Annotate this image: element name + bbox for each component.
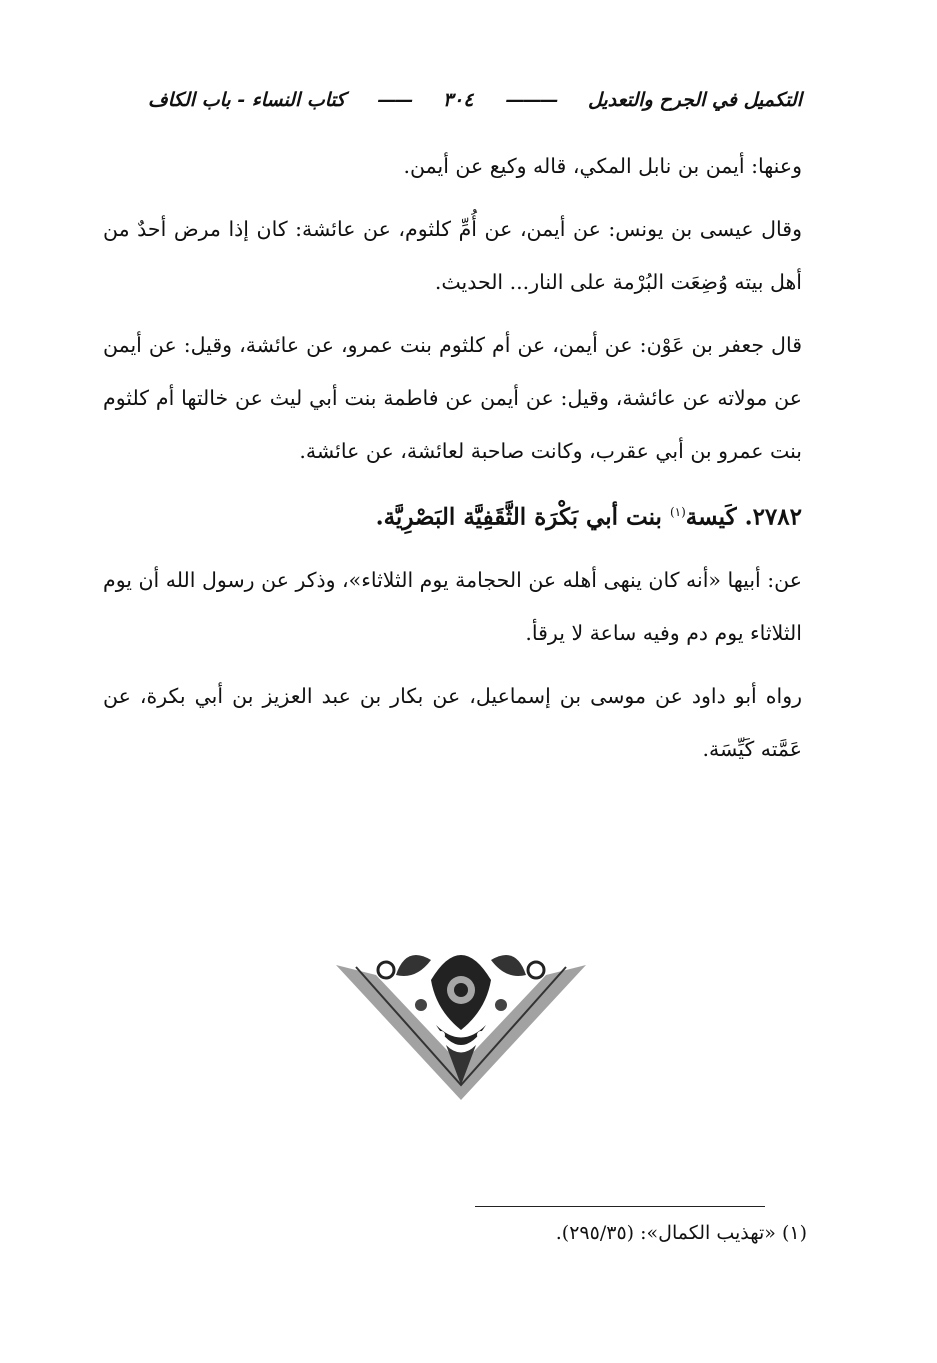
paragraph: وقال عيسى بن يونس: عن أيمن، عن أُمِّ كلثوم، عن عائشة: كان إذا مرض أحدٌ من أهل بيته وُضِعَت البُرْمة على النار... الحديث. — [103, 217, 802, 294]
paragraph: رواه أبو داود عن موسى بن إسماعيل، عن بكار بن عبد العزيز بن أبي بكرة، عن عَمَّته كَيِّسَة. — [103, 683, 802, 761]
header-chapter: كتاب النساء - باب الكاف — [148, 89, 346, 111]
footnote-divider — [475, 1206, 765, 1207]
main-text — [103, 140, 802, 776]
decorative-ornament-icon — [336, 935, 586, 1100]
running-header — [148, 80, 802, 120]
footnote: (١) «تهذيب الكمال»: (٢٩٥/٣٥). — [555, 1222, 807, 1244]
paragraph: قال جعفر بن عَوْن: عن أيمن، عن أم كلثوم بنت عمرو، عن عائشة، وقيل: عن أيمن عن مولاته عن عائشة، وقيل: عن أيمن عن فاطمة بنت أبي ليث عن خالتها أم كلثوم بنت عمرو بن أبي عقرب، وكانت صاحبة لعائشة، عن عائشة. — [103, 333, 802, 463]
page-number: ٣٠٤ — [442, 89, 474, 111]
entry-name: كَيسة — [685, 503, 737, 531]
entry-number: ٢٧٨٢. — [744, 503, 802, 531]
paragraph: عن: أبيها «أنه كان ينهى أهله عن الحجامة يوم الثلاثاء»، وذكر عن رسول الله أن يوم الثلاثاء يوم دم وفيه ساعة لا يرقأ. — [103, 567, 802, 645]
footnote-ref: (١) — [669, 505, 686, 519]
header-book-title: التكميل في الجرح والتعديل — [587, 89, 802, 111]
paragraph: وعنها: أيمن بن نابل المكي، قاله وكيع عن أيمن. — [403, 154, 802, 178]
entry-lineage: بنت أبي بَكْرَة الثَّقَفِيَّة البَصْرِيَّة. — [375, 503, 662, 531]
entry-heading — [103, 486, 802, 544]
header-dash: ——— — [505, 89, 557, 111]
header-dash: —— — [377, 89, 412, 111]
